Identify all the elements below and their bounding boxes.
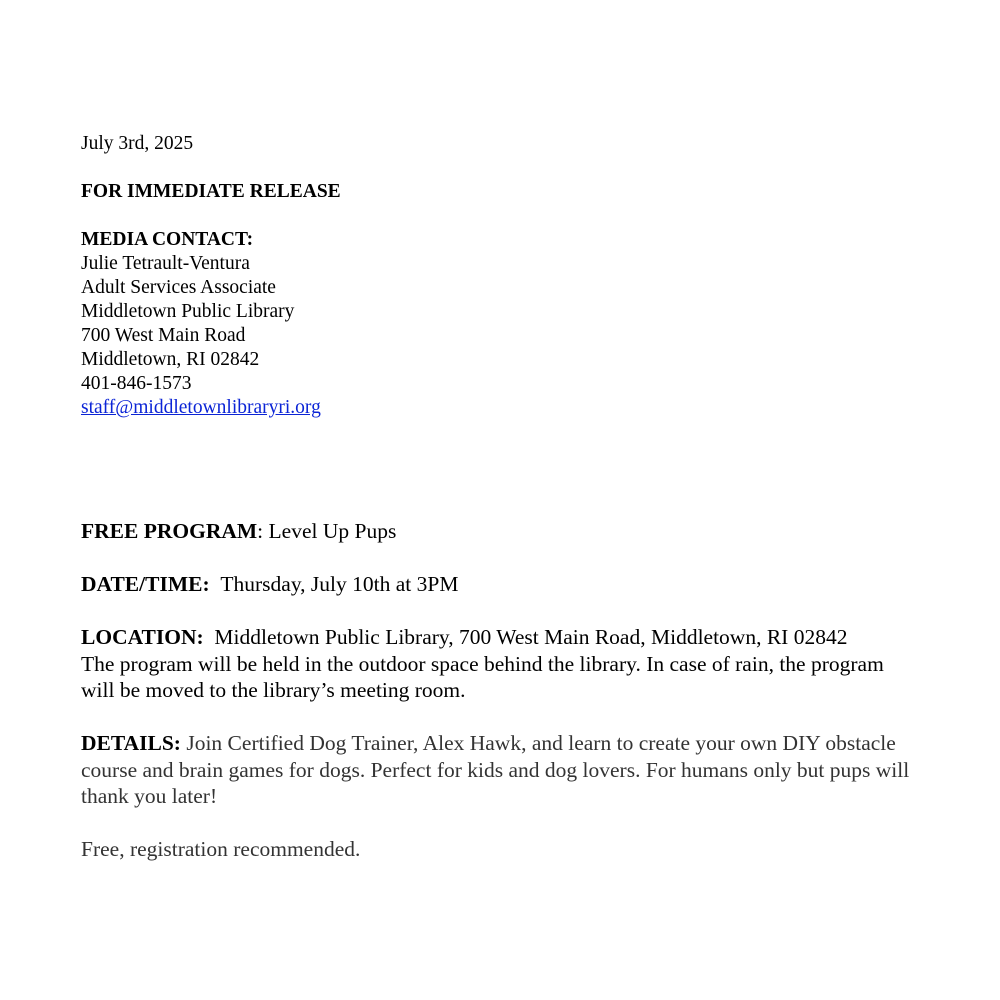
program-name: Level Up Pups (268, 519, 397, 543)
release-date: July 3rd, 2025 (81, 133, 194, 154)
contact-org: Middletown Public Library (81, 301, 295, 322)
location-label: LOCATION: (81, 625, 204, 649)
contact-email-link[interactable]: staff@middletownlibraryri.org (81, 397, 321, 418)
contact-street: 700 West Main Road (81, 325, 246, 346)
program-separator: : (257, 519, 269, 543)
registration-note: Free, registration recommended. (81, 837, 361, 861)
details-text-1: Join Certified Dog Trainer, Alex Hawk, and learn to create your own DIY obstacle (186, 731, 896, 755)
details-label: DETAILS: (81, 731, 181, 755)
release-heading: FOR IMMEDIATE RELEASE (81, 181, 341, 202)
contact-name: Julie Tetrault-Ventura (81, 253, 250, 274)
contact-city: Middletown, RI 02842 (81, 349, 260, 370)
program-label: FREE PROGRAM (81, 519, 258, 543)
contact-title: Adult Services Associate (81, 277, 276, 298)
location-line (81, 624, 847, 651)
details-line-1 (81, 730, 896, 757)
program-line (81, 518, 396, 545)
location-value: Middletown Public Library, 700 West Main Road, Middletown, RI 02842 (214, 625, 848, 649)
contact-phone: 401-846-1573 (81, 373, 192, 394)
location-note-line-2: will be moved to the library’s meeting room. (81, 678, 466, 702)
details-line-2: course and brain games for dogs. Perfect for kids and dog lovers. For humans only but pups will (81, 757, 910, 782)
media-contact-heading: MEDIA CONTACT: (81, 229, 254, 250)
datetime-label: DATE/TIME: (81, 572, 210, 596)
location-note-line-1: The program will be held in the outdoor space behind the library. In case of rain, the program (81, 651, 884, 676)
details-line-3: thank you later! (81, 784, 218, 808)
datetime-line (81, 571, 458, 598)
datetime-value: Thursday, July 10th at 3PM (220, 572, 459, 596)
